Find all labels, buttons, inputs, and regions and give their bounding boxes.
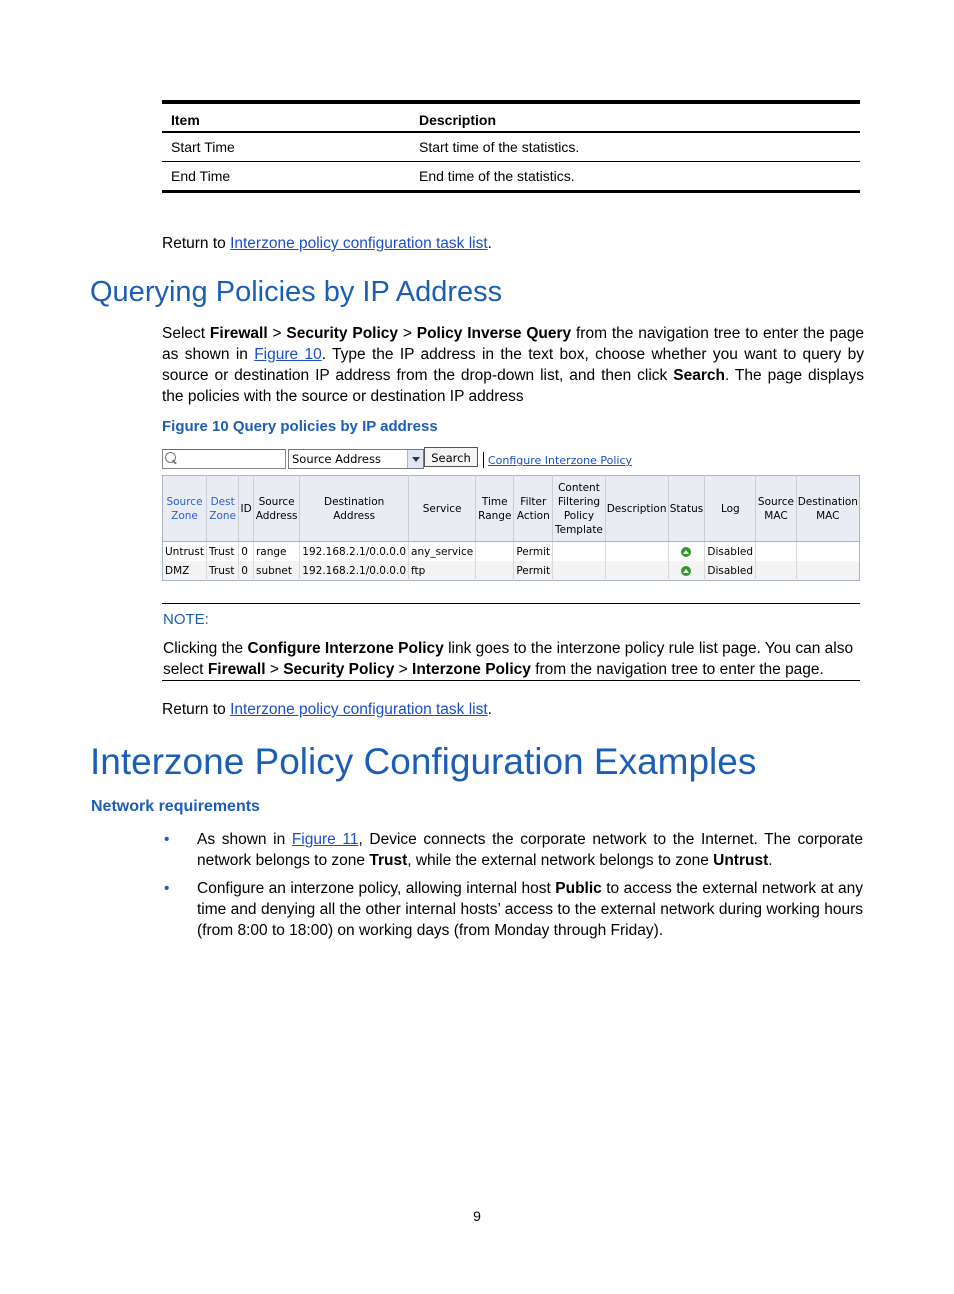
list-item: • As shown in Figure 11, Device connects the corporate network to the Internet. The corporate network belongs to zone Trust, while the external network belongs to zone Untrust. [197, 829, 863, 871]
cell-id: 0 [239, 542, 254, 562]
table-row [162, 162, 860, 192]
configure-interzone-policy-link[interactable]: Configure Interzone Policy [488, 454, 633, 467]
cell-description [605, 561, 668, 581]
task-list-link[interactable]: Interzone policy configuration task list [230, 235, 488, 252]
task-list-link[interactable]: Interzone policy configuration task list [230, 701, 488, 718]
cell-time-range [476, 542, 514, 562]
search-input[interactable] [181, 452, 281, 468]
cell-time-range [476, 561, 514, 581]
separator [483, 452, 484, 468]
table-cell: End Time [162, 162, 410, 192]
note-text: Clicking the Configure Interzone Policy link goes to the interzone policy rule list page. You can also select Firewall > Security Policy > Interzone Policy from the navigation tree to enter the page. [163, 640, 854, 678]
cell-filter-action: Permit [514, 542, 553, 562]
cell-dest-zone: Trust [207, 561, 239, 581]
col-service: Service [409, 476, 476, 542]
policy-grid [162, 475, 860, 581]
chapter-title: Interzone Policy Configuration Examples [90, 741, 757, 782]
enabled-icon[interactable] [681, 547, 691, 557]
cell-status [668, 561, 705, 581]
col-source-mac: Source MAC [756, 476, 796, 542]
cell-dest-zone: Trust [207, 542, 239, 562]
note-label: NOTE: [163, 611, 209, 628]
col-id: ID [239, 476, 254, 542]
page-number: 9 [473, 1208, 481, 1224]
col-log: Log [705, 476, 756, 542]
col-content-filtering-template: Content Filtering Policy Template [553, 476, 605, 542]
search-button[interactable]: Search [424, 447, 478, 467]
section-paragraph: Select Firewall > Security Policy > Policy Inverse Query from the navigation tree to enter the page as shown in Figure 10. Type the IP address in the text box, choose whether you want to query by source or destination IP address from the drop-down list, and then click Search. The page displays the policies with the source or destination IP address [162, 325, 865, 405]
table-cell: Start Time [162, 132, 410, 162]
cell-source-address: range [253, 542, 299, 562]
col-dest-zone[interactable]: Dest Zone [207, 476, 239, 542]
table-header-description: Description [410, 102, 860, 132]
section-title: Querying Policies by IP Address [90, 276, 503, 308]
subsection-title: Network requirements [91, 798, 260, 815]
cell-id: 0 [239, 561, 254, 581]
cell-template [553, 542, 605, 562]
cell-destination-mac [796, 542, 859, 562]
select-value: Source Address [292, 452, 381, 466]
table-cell: End time of the statistics. [410, 162, 860, 192]
list-item: • Configure an interzone policy, allowing internal host Public to access the external network at any time and denying all the other internal hosts’ access to the external network during working hours (from 8:00 to 18:00) on working days (from Monday through Friday). [197, 878, 863, 941]
cell-source-mac [756, 542, 796, 562]
cell-status [668, 542, 705, 562]
note-divider-bottom [162, 680, 860, 681]
cell-destination-address: 192.168.2.1/0.0.0.0 [300, 561, 409, 581]
enabled-icon[interactable] [681, 566, 691, 576]
cell-service: ftp [409, 561, 476, 581]
chevron-down-icon[interactable] [407, 450, 423, 468]
col-description: Description [605, 476, 668, 542]
return-prefix: Return to [162, 701, 231, 718]
cell-source-address: subnet [253, 561, 299, 581]
col-destination-mac: Destination MAC [796, 476, 859, 542]
cell-destination-address: 192.168.2.1/0.0.0.0 [300, 542, 409, 562]
return-line [162, 699, 492, 720]
cell-log: Disabled [705, 542, 756, 562]
requirements-list [197, 829, 863, 941]
address-type-select[interactable] [288, 449, 424, 469]
col-filter-action: Filter Action [514, 476, 553, 542]
cell-description [605, 542, 668, 562]
table-cell: Start time of the statistics. [410, 132, 860, 162]
figure-10-link[interactable]: Figure 10 [254, 346, 322, 363]
grid-header-row [163, 476, 860, 542]
cell-filter-action: Permit [514, 561, 553, 581]
figure-11-link[interactable]: Figure 11 [291, 831, 359, 848]
table-header-item: Item [162, 102, 410, 132]
cell-source-zone: DMZ [163, 561, 207, 581]
col-source-zone[interactable]: Source Zone [163, 476, 207, 542]
cell-destination-mac [796, 561, 859, 581]
search-input-box[interactable] [162, 449, 286, 469]
cell-template [553, 561, 605, 581]
cell-service: any_service [409, 542, 476, 562]
cell-source-zone: Untrust [163, 542, 207, 562]
col-source-address: Source Address [253, 476, 299, 542]
table-row [162, 132, 860, 162]
table-row[interactable] [163, 542, 860, 562]
cell-log: Disabled [705, 561, 756, 581]
note-divider-top [162, 603, 860, 604]
figure-caption: Figure 10 Query policies by IP address [162, 418, 438, 435]
table-row[interactable] [163, 561, 860, 581]
col-destination-address: Destination Address [300, 476, 409, 542]
return-suffix: . [487, 235, 492, 252]
cell-source-mac [756, 561, 796, 581]
col-time-range: Time Range [476, 476, 514, 542]
statistics-table [162, 100, 860, 193]
col-status: Status [668, 476, 705, 542]
return-line [162, 233, 492, 254]
return-suffix: . [487, 701, 492, 718]
return-prefix: Return to [162, 235, 231, 252]
